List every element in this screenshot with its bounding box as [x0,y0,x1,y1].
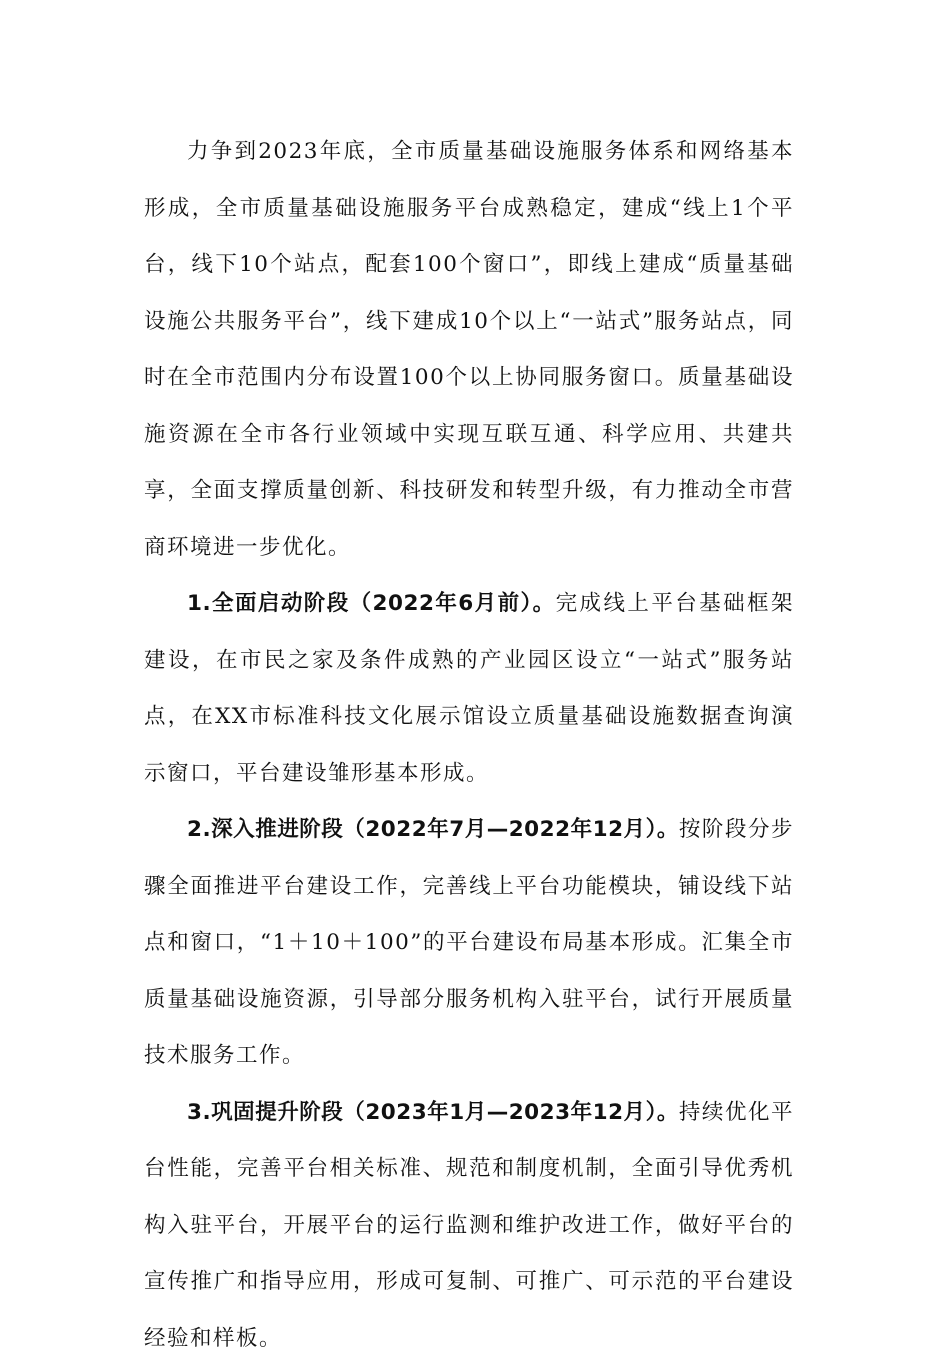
stage-paragraph-3 [144,1085,794,1367]
stage-paragraph-1 [144,576,794,802]
stage-paragraph-2 [144,802,794,1085]
stage-heading-2: 2.深入推进阶段（2022年7月—2022年12月）。 [187,817,679,842]
stage-body-1: 完成线上平台基础框架建设，在市民之家及条件成熟的产业园区设立“一站式”服务站点，在XX市标准科技文化展示馆设立质量基础设施数据查询演示窗口，平台建设雏形基本形成。 [144,591,794,786]
stage-body-3: 持续优化平台性能，完善平台相关标准、规范和制度机制，全面引导优秀机构入驻平台，开展平台的运行监测和维护改进工作，做好平台的宣传推广和指导应用，形成可复制、可推广、可示范的平台建设经验和样板。 [144,1100,794,1351]
document-body [144,124,794,1367]
stage-heading-1: 1.全面启动阶段（2022年6月前）。 [187,591,556,616]
stage-body-2: 按阶段分步骤全面推进平台建设工作，完善线上平台功能模块，铺设线下站点和窗口，“1＋10＋100”的平台建设布局基本形成。汇集全市质量基础设施资源，引导部分服务机构入驻平台，试行开展质量技术服务工作。 [144,817,794,1068]
stage-heading-3: 3.巩固提升阶段（2023年1月—2023年12月）。 [187,1100,679,1125]
intro-paragraph: 力争到2023年底，全市质量基础设施服务体系和网络基本形成，全市质量基础设施服务平台成熟稳定，建成“线上1个平台，线下10个站点，配套100个窗口”，即线上建成“质量基础设施公共服务平台”，线下建成10个以上“一站式”服务站点，同时在全市范围内分布设置100个以上协同服务窗口。质量基础设施资源在全市各行业领域中实现互联互通、科学应用、共建共享，全面支撑质量创新、科技研发和转型升级，有力推动全市营商环境进一步优化。 [144,124,794,576]
